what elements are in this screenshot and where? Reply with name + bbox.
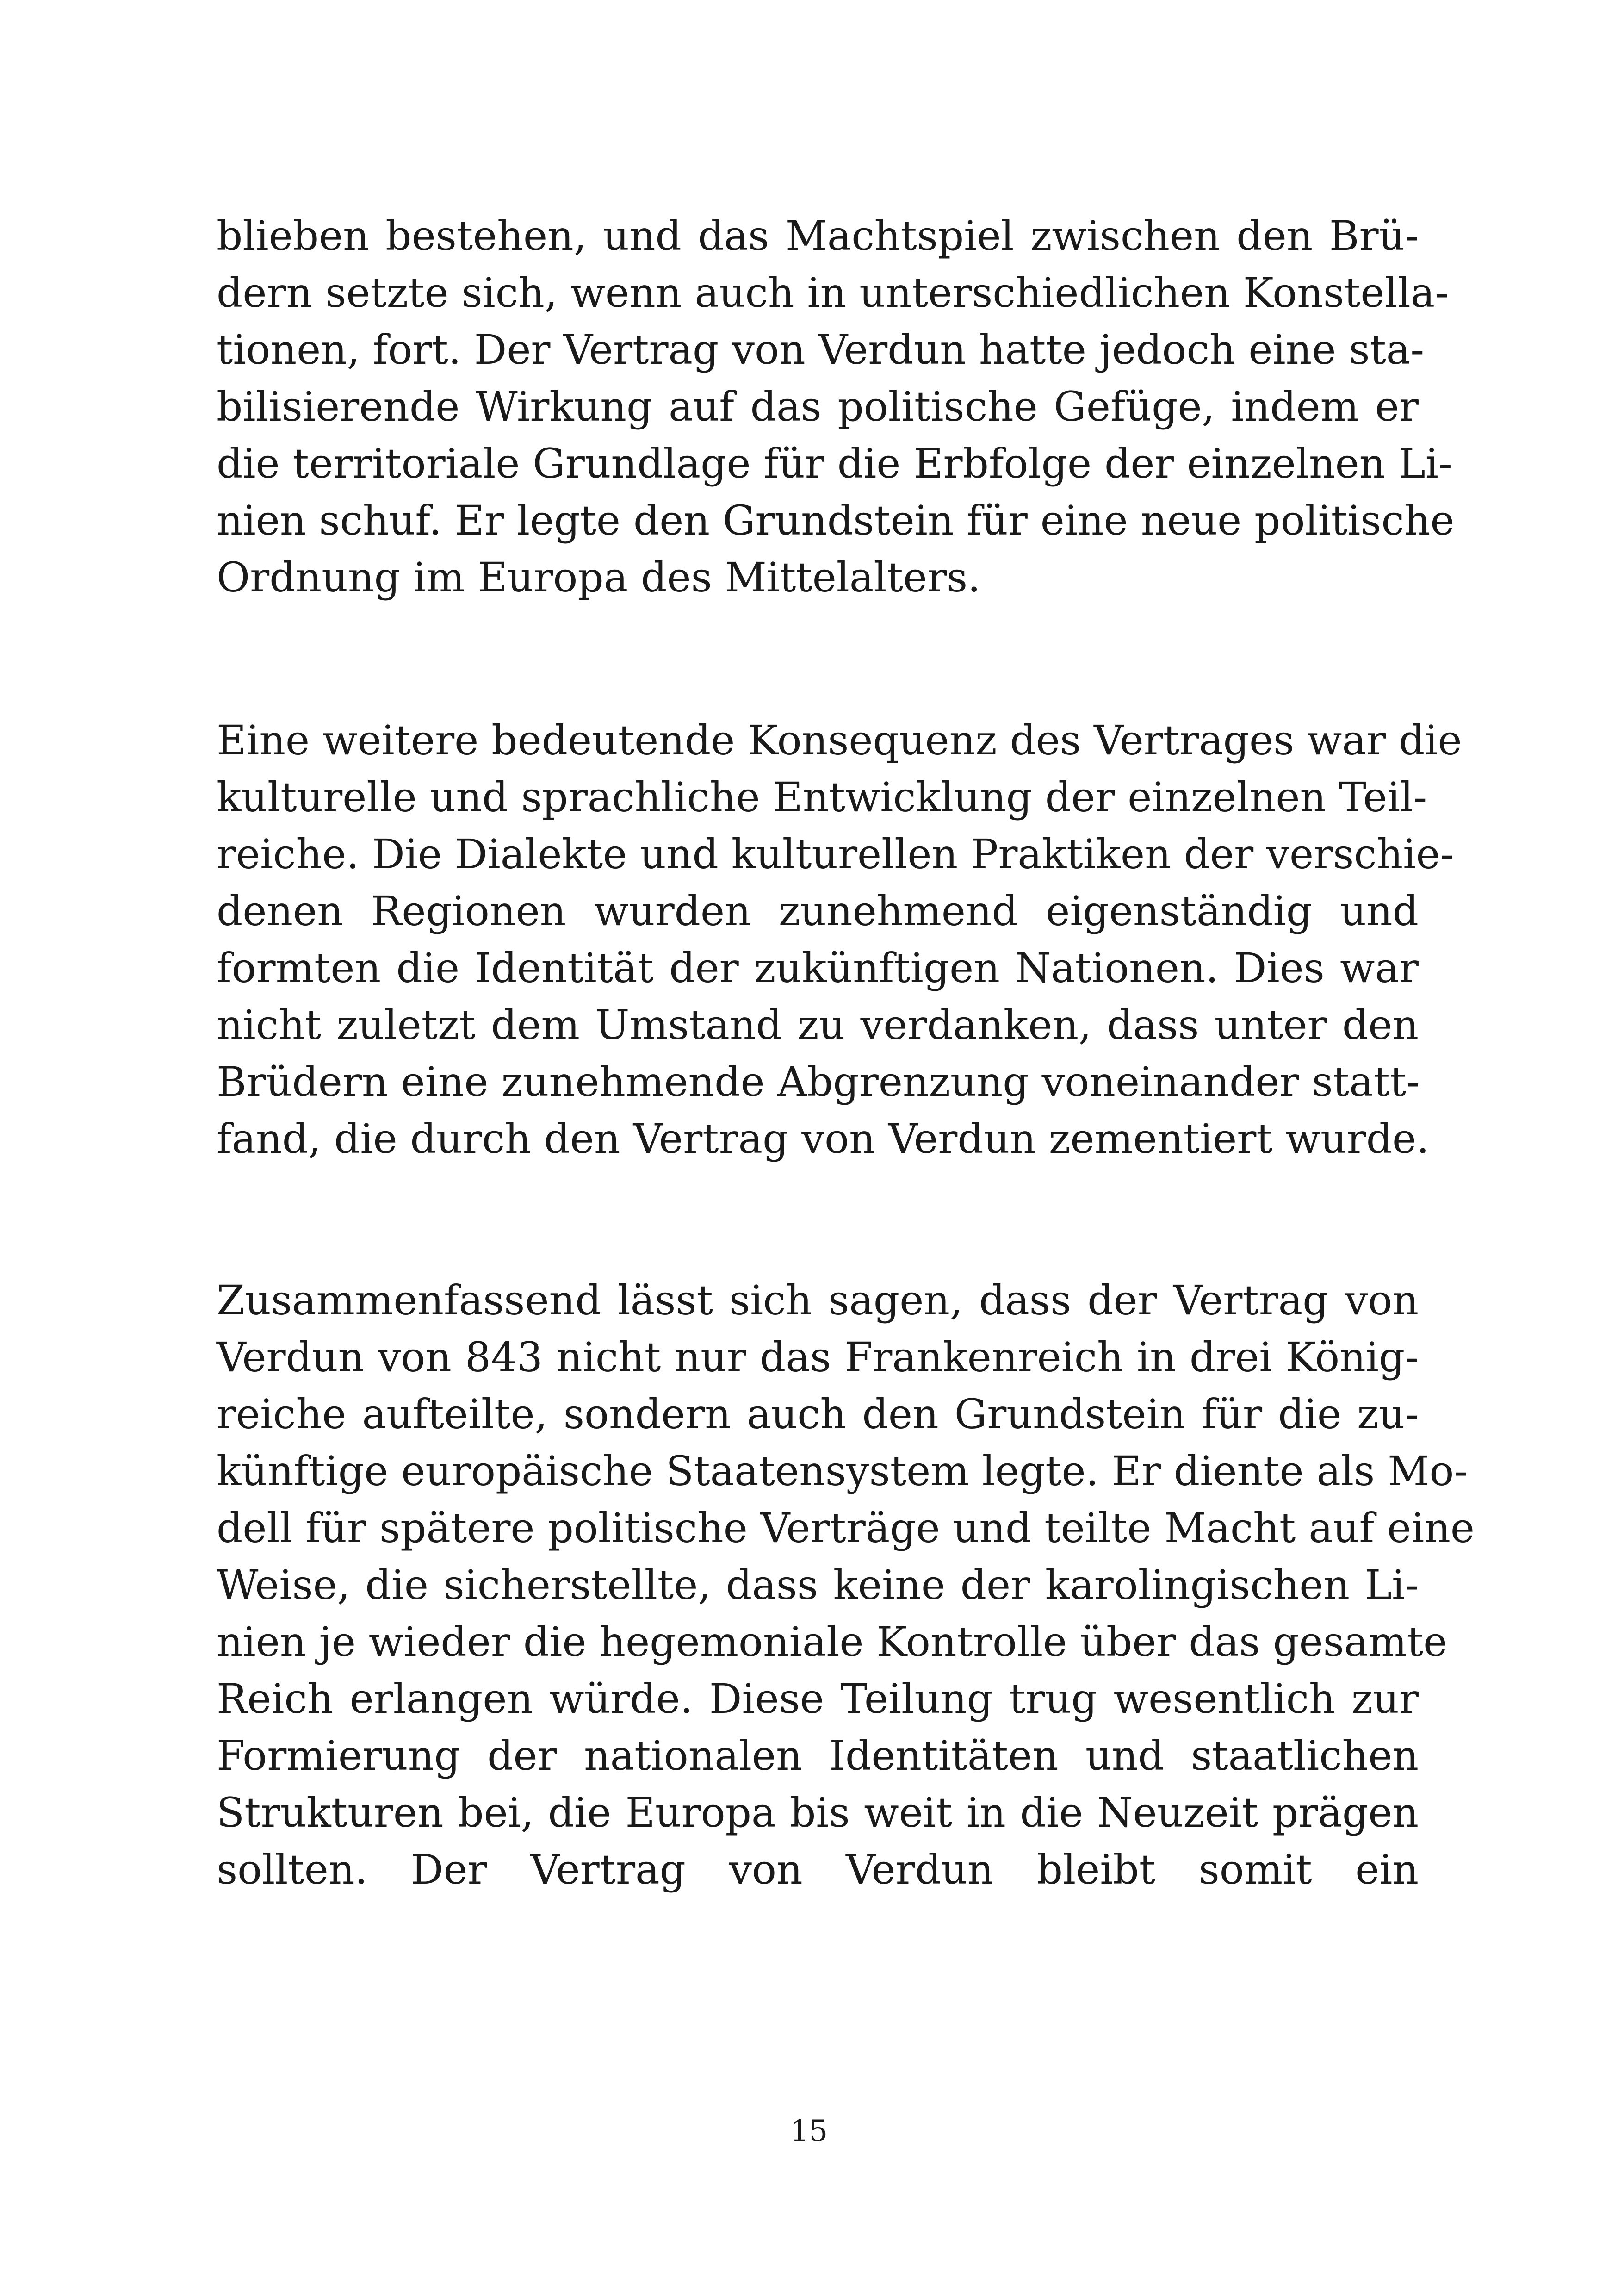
text-line: kulturelle und sprachliche Entwicklung der einzelnen Teil-: [217, 773, 1427, 821]
text-line: künftige europäische Staatensystem legte. Er diente als Mo-: [217, 1447, 1468, 1495]
text-line: Strukturen bei, die Europa bis weit in die Neuzeit prägen: [217, 1789, 1419, 1836]
text-line: tionen, fort. Der Vertrag von Verdun hatte jedoch eine sta-: [217, 326, 1425, 373]
text-line: reiche. Die Dialekte und kulturellen Praktiken der verschie-: [217, 830, 1454, 878]
paragraph-2: [217, 712, 1462, 1167]
text-line: bilisierende Wirkung auf das politische Gefüge, indem er: [217, 383, 1419, 430]
text-line: dern setzte sich, wenn auch in unterschiedlichen Konstella-: [217, 269, 1449, 317]
text-line: Zusammenfassend lässt sich sagen, dass der Vertrag von: [217, 1276, 1419, 1324]
text-line: Reich erlangen würde. Diese Teilung trug wesentlich zur: [217, 1675, 1419, 1723]
text-line: Formierung der nationalen Identitäten und staatlichen: [217, 1732, 1419, 1780]
text-line: Weise, die sicherstellte, dass keine der karolingischen Li-: [217, 1561, 1419, 1609]
text-line: Ordnung im Europa des Mittelalters.: [217, 554, 981, 601]
text-line: denen Regionen wurden zunehmend eigenständig und: [217, 887, 1419, 935]
text-line: formten die Identität der zukünftigen Nationen. Dies war: [217, 944, 1419, 992]
text-line: Verdun von 843 nicht nur das Frankenreich in drei König-: [217, 1333, 1419, 1381]
paragraph-1: [217, 207, 1455, 606]
paragraph-3: [217, 1272, 1475, 1898]
text-line: reiche aufteilte, sondern auch den Grundstein für die zu-: [217, 1390, 1419, 1438]
text-line: fand, die durch den Vertrag von Verdun zementiert wurde.: [217, 1115, 1430, 1163]
text-line: blieben bestehen, und das Machtspiel zwischen den Brü-: [217, 212, 1419, 260]
text-line: dell für spätere politische Verträge und teilte Macht auf eine: [217, 1504, 1475, 1552]
text-line: Brüdern eine zunehmende Abgrenzung voneinander statt-: [217, 1058, 1420, 1106]
text-line: nicht zuletzt dem Umstand zu verdanken, dass unter den: [217, 1001, 1419, 1049]
text-line: sollten. Der Vertrag von Verdun bleibt somit ein: [217, 1846, 1419, 1893]
text-line: Eine weitere bedeutende Konsequenz des Vertrages war die: [217, 716, 1462, 764]
text-line: die territoriale Grundlage für die Erbfolge der einzelnen Li-: [217, 440, 1452, 487]
page-number: 15: [790, 2114, 828, 2148]
text-line: nien je wieder die hegemoniale Kontrolle über das gesamte: [217, 1618, 1448, 1666]
text-line: nien schuf. Er legte den Grundstein für eine neue politische: [217, 497, 1455, 544]
